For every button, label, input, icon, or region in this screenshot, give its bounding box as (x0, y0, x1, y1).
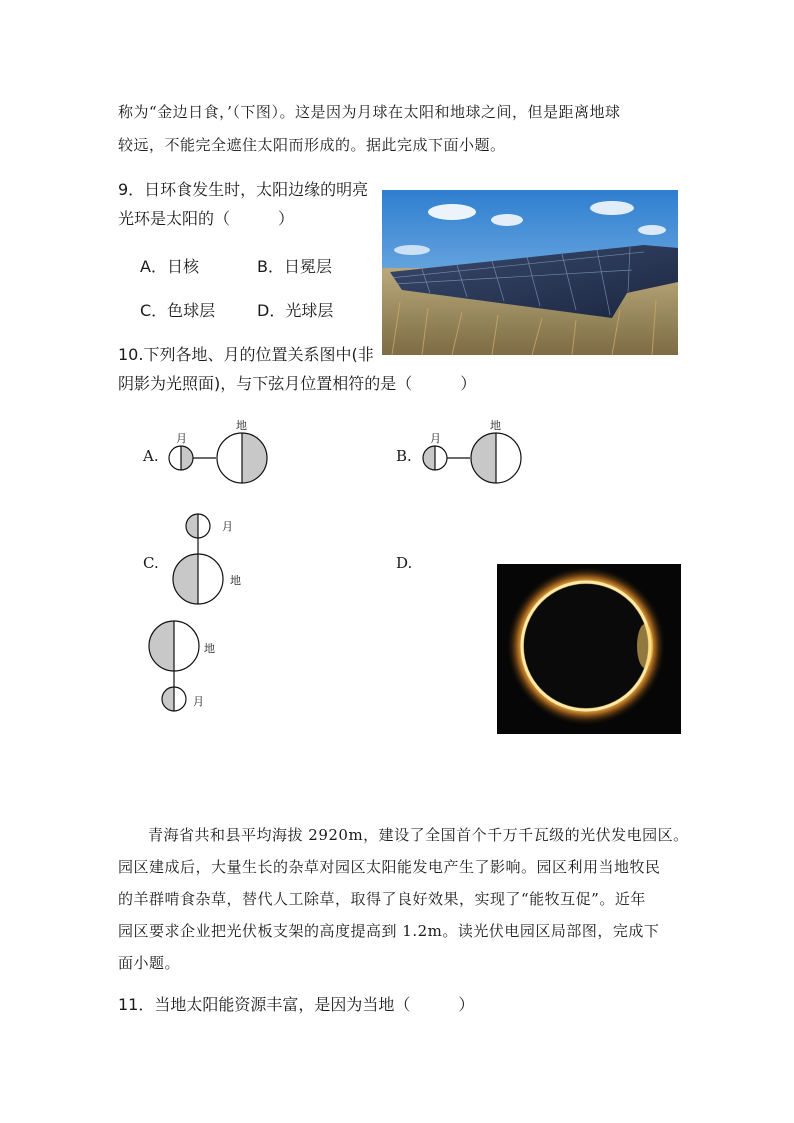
passage2-line4: 园区要求企业把光伏板支架的高度提高到 1.2m。读光伏电园区局部图，完成下 (118, 922, 660, 940)
q9-option-c: C．色球层 (140, 301, 216, 320)
passage2-line2: 园区建成后，大量生长的杂草对园区太阳能发电产生了影响。园区利用当地牧民 (118, 858, 661, 876)
q9-option-b: B．日冕层 (257, 257, 332, 276)
q10-b-moon (423, 446, 447, 470)
q10-option-c-label: C. (143, 554, 159, 572)
q10-d-moon-label: 月 (193, 695, 204, 708)
q9-option-a: A．日核 (140, 257, 199, 276)
passage1-line2: 较远，不能完全遮住太阳而形成的。据此完成下面小题。 (118, 136, 506, 154)
q10-d-earth (149, 621, 199, 671)
q10-c-earth (173, 554, 223, 604)
q10-d-earth-label: 地 (204, 642, 215, 655)
q10-c-moon-label: 月 (222, 520, 233, 533)
q10-a-earth-label: 地 (236, 419, 247, 432)
passage2-line5: 面小题。 (118, 954, 181, 972)
q9-stem-line1: 9．日环食发生时，太阳边缘的明亮 (118, 180, 369, 199)
q10-b-earth-label: 地 (490, 419, 501, 432)
q10-a-moon-label: 月 (176, 432, 187, 445)
q10-option-c-diagram (170, 510, 230, 606)
q11-stem: 11．当地太阳能资源丰富，是因为当地（ ） (118, 995, 475, 1014)
q9-stem-line2: 光环是太阳的（ ） (118, 209, 295, 228)
q10-b-moon-label: 月 (430, 432, 441, 445)
q10-option-d-label: D. (396, 554, 413, 572)
q10-a-earth (217, 433, 267, 483)
q10-option-b-label: B. (396, 447, 412, 465)
passage2-line3: 的羊群啃食杂草，替代人工除草，取得了良好效果，实现了“能牧互促”。近年 (118, 890, 646, 908)
passage2-line1: 青海省共和县平均海拔 2920m，建设了全国首个千万千瓦级的光伏发电园区。 (148, 826, 689, 844)
q10-a-moon (169, 446, 193, 470)
annular-eclipse-photo (497, 564, 681, 734)
q10-d-moon (162, 687, 186, 711)
q10-option-b-diagram (419, 430, 529, 486)
q10-b-earth (471, 433, 521, 483)
q10-c-moon (186, 514, 210, 538)
q9-option-d: D．光球层 (257, 301, 334, 320)
q10-option-a-label: A. (143, 447, 159, 465)
q10-option-a-diagram (165, 430, 275, 486)
q10-stem-line1: 10.下列各地、月的位置关系图中(非 (118, 345, 374, 364)
q10-option-d-diagram (146, 618, 206, 714)
passage1-line1: 称为“金边日食，’（下图）。这是因为月球在太阳和地球之间，但是距离地球 (118, 103, 621, 121)
q10-c-earth-label: 地 (230, 574, 241, 587)
solar-panel-photo (382, 190, 678, 355)
q10-stem-line2: 阴影为光照面)，与下弦月位置相符的是（ ） (118, 374, 477, 393)
